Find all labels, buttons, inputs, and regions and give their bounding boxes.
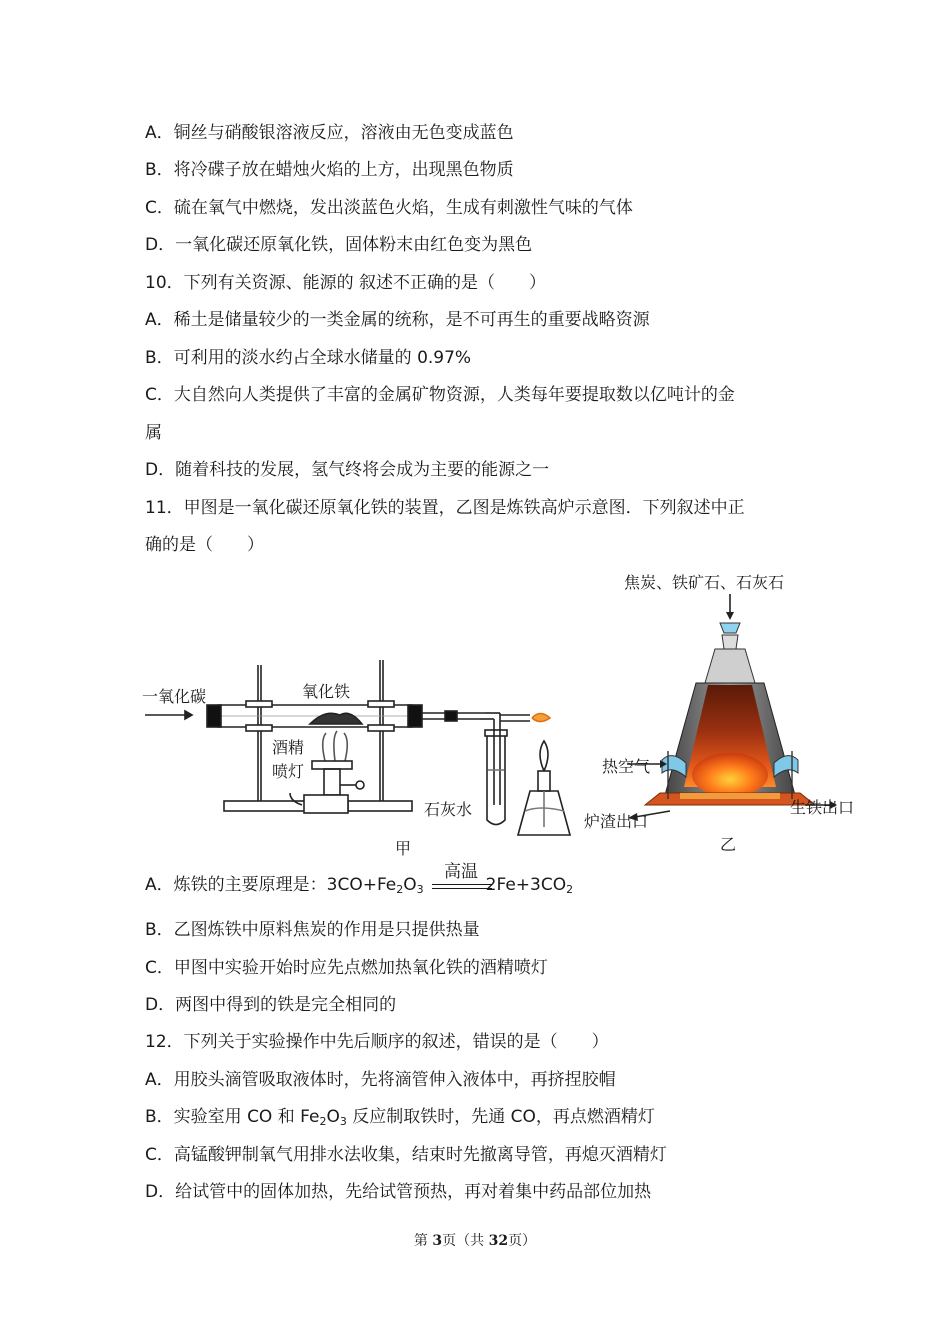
q11-option-c: C．甲图中实验开始时应先点燃加热氧化铁的酒精喷灯	[145, 958, 548, 978]
equation-reactant-2: O	[403, 875, 417, 895]
equation-bar-bottom	[432, 888, 492, 889]
footer-page-number: 3	[432, 1233, 443, 1249]
q12-option-b-text-3: 反应制取铁时，先通 CO，再点燃酒精灯	[346, 1107, 655, 1127]
equation-sub-1: 2	[396, 883, 404, 896]
q12-option-a: A．用胶头滴管吸取液体时，先将滴管伸入液体中，再挤捏胶帽	[145, 1070, 616, 1090]
label-limewater: 石灰水	[424, 800, 473, 819]
q10-option-d: D．随着科技的发展，氢气终将会成为主要的能源之一	[145, 460, 550, 480]
q12-option-b-text-1: B．实验室用 CO 和 Fe	[145, 1107, 320, 1127]
equation-condition: 高温	[444, 862, 478, 882]
experiment-figure	[140, 565, 870, 860]
equation-sub-2: 3	[416, 883, 424, 896]
q11-option-a-prefix: A．炼铁的主要原理是：	[145, 875, 327, 895]
label-feed: 焦炭、铁矿石、石灰石	[624, 573, 785, 592]
caption-left: 甲	[395, 839, 412, 858]
q12-option-c: C．高锰酸钾制氧气用排水法收集，结束时先撤离导管，再熄灭酒精灯	[145, 1145, 667, 1165]
q9-option-a: A．铜丝与硝酸银溶液反应，溶液由无色变成蓝色	[145, 123, 514, 143]
q11-option-a	[145, 873, 573, 902]
q11-option-d: D．两图中得到的铁是完全相同的	[145, 995, 397, 1015]
equation-bar-top	[432, 884, 492, 885]
q12-option-d: D．给试管中的固体加热，先给试管预热，再对着集中药品部位加热	[145, 1182, 652, 1202]
label-hot-air: 热空气	[602, 757, 651, 776]
label-iron-oxide: 氧化铁	[302, 682, 351, 701]
q9-option-c: C．硫在氧气中燃烧，发出淡蓝色火焰，生成有刺激性气味的气体	[145, 198, 633, 218]
q9-option-b: B．将冷碟子放在蜡烛火焰的上方，出现黑色物质	[145, 160, 514, 180]
q12-option-b-sub-2: 3	[339, 1115, 347, 1128]
label-lamp-1: 酒精	[272, 738, 305, 757]
q12-option-b-sub-1: 2	[319, 1115, 327, 1128]
q12-stem: 12．下列关于实验操作中先后顺序的叙述，错误的是（ ）	[145, 1032, 609, 1052]
q12-option-b	[145, 1105, 655, 1134]
equation-reactant-1: 3CO+Fe	[326, 875, 397, 895]
q10-option-a: A．稀土是储量较少的一类金属的统称，是不可再生的重要战略资源	[145, 310, 650, 330]
q10-option-c-cont: 属	[145, 423, 162, 443]
co-reduction-apparatus	[145, 660, 570, 835]
q9-option-d: D．一氧化碳还原氧化铁，固体粉末由红色变为黑色	[145, 235, 533, 255]
footer-suffix: 页）	[508, 1233, 537, 1249]
blast-furnace	[624, 573, 837, 821]
label-pig-iron-outlet: 生铁出口	[790, 798, 855, 817]
q11-stem: 11．甲图是一氧化碳还原氧化铁的装置，乙图是炼铁高炉示意图．下列叙述中正	[145, 498, 745, 518]
footer-prefix: 第	[413, 1233, 433, 1249]
q10-option-c: C．大自然向人类提供了丰富的金属矿物资源，人类每年要提取数以亿吨计的金	[145, 385, 735, 405]
equation-sub-3: 2	[566, 883, 574, 896]
equation-product: 2Fe+3CO	[485, 875, 567, 895]
q11-stem-cont: 确的是（ ）	[145, 535, 264, 555]
caption-right: 乙	[720, 835, 737, 854]
footer-middle: 页（共	[442, 1233, 489, 1249]
label-lamp-2: 喷灯	[272, 762, 305, 781]
page-footer	[0, 1230, 950, 1250]
label-slag-outlet: 炉渣出口	[584, 812, 649, 831]
footer-total-pages: 32	[488, 1233, 509, 1249]
q11-option-b: B．乙图炼铁中原料焦炭的作用是只提供热量	[145, 920, 480, 940]
q10-stem: 10．下列有关资源、能源的 叙述不正确的是（ ）	[145, 273, 547, 293]
q12-option-b-text-2: O	[326, 1107, 340, 1127]
label-co-inlet: 一氧化碳	[142, 687, 207, 706]
q10-option-b: B．可利用的淡水约占全球水储量的 0.97%	[145, 348, 472, 368]
